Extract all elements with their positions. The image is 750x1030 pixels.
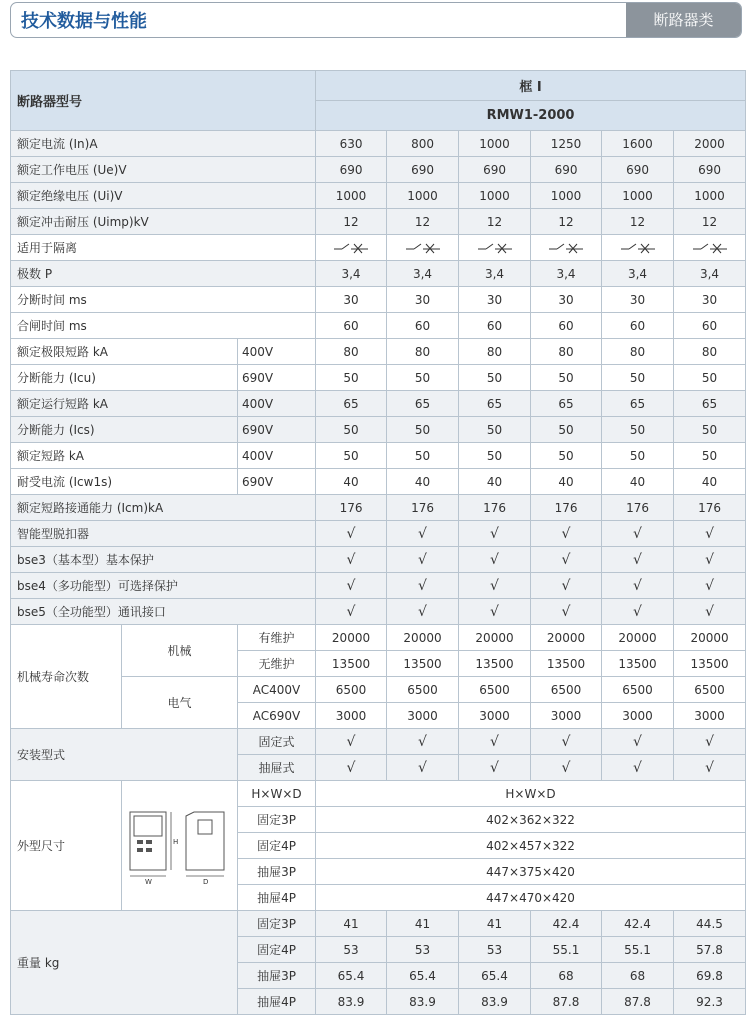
row-label: 额定运行短路 kA — [11, 391, 238, 417]
value-cell: 30 — [387, 287, 459, 313]
row-label: 额定极限短路 kA — [11, 339, 238, 365]
row-label: 耐受电流 (Icw1s) — [11, 469, 238, 495]
row-label: 适用于隔离 — [11, 235, 316, 261]
weight-label: 重量 kg — [11, 911, 238, 1015]
dim-type-label: 抽屉3P — [238, 859, 316, 885]
row-label: 智能型脱扣器 — [11, 521, 316, 547]
value-cell: 690 — [531, 157, 602, 183]
check-mark: √ — [674, 547, 746, 573]
value-cell: 50 — [531, 443, 602, 469]
voltage-label: 690V — [238, 417, 316, 443]
check-mark: √ — [674, 599, 746, 625]
table-row — [11, 261, 746, 287]
value-cell: 3000 — [531, 703, 602, 729]
value-cell: 6500 — [459, 677, 531, 703]
row-label: 额定电流 (In)A — [11, 131, 316, 157]
value-cell: 13500 — [602, 651, 674, 677]
value-cell: 13500 — [459, 651, 531, 677]
outline-drawing — [122, 781, 238, 911]
row-label: 分断能力 (Icu) — [11, 365, 238, 391]
value-cell: 80 — [674, 339, 746, 365]
value-cell: 3000 — [316, 703, 387, 729]
value-cell: 3,4 — [387, 261, 459, 287]
value-cell: 176 — [387, 495, 459, 521]
value-cell: 60 — [387, 313, 459, 339]
value-cell: 55.1 — [602, 937, 674, 963]
table-row — [11, 339, 746, 365]
value-cell: 690 — [387, 157, 459, 183]
value-cell: 3000 — [387, 703, 459, 729]
value-cell: 50 — [316, 443, 387, 469]
value-cell: 3000 — [674, 703, 746, 729]
value-cell: 6500 — [316, 677, 387, 703]
check-mark: √ — [459, 521, 531, 547]
check-mark: √ — [387, 573, 459, 599]
ac690-label: AC690V — [238, 703, 316, 729]
value-cell: 1000 — [459, 183, 531, 209]
value-cell: 41 — [387, 911, 459, 937]
isolator-symbol-icon — [478, 242, 512, 254]
value-cell: 53 — [459, 937, 531, 963]
table-row — [11, 209, 746, 235]
page-title: 技术数据与性能 — [21, 11, 147, 32]
value-cell: 60 — [459, 313, 531, 339]
dim-type-label: 固定3P — [238, 807, 316, 833]
value-cell: 50 — [316, 417, 387, 443]
elec-label: 电气 — [122, 677, 238, 729]
voltage-label: 690V — [238, 469, 316, 495]
value-cell: 40 — [316, 469, 387, 495]
check-mark: √ — [674, 729, 746, 755]
check-mark: √ — [602, 755, 674, 781]
row-label: 分断时间 ms — [11, 287, 316, 313]
value-cell: 30 — [531, 287, 602, 313]
weight-type-label: 固定4P — [238, 937, 316, 963]
value-cell: 20000 — [387, 625, 459, 651]
value-cell: 3,4 — [459, 261, 531, 287]
model-header: 断路器型号 — [11, 71, 316, 131]
row-label: bse3（基本型）基本保护 — [11, 547, 316, 573]
model-name: RMW1-2000 — [316, 101, 746, 131]
check-mark: √ — [316, 599, 387, 625]
value-cell: 176 — [674, 495, 746, 521]
drawout-label: 抽屉式 — [238, 755, 316, 781]
table-row — [11, 157, 746, 183]
value-cell: 80 — [459, 339, 531, 365]
value-cell: 20000 — [674, 625, 746, 651]
value-cell: 80 — [602, 339, 674, 365]
voltage-label: 400V — [238, 339, 316, 365]
check-mark: √ — [531, 599, 602, 625]
value-cell: 83.9 — [387, 989, 459, 1015]
value-cell: 65 — [531, 391, 602, 417]
value-cell: 42.4 — [602, 911, 674, 937]
value-cell: 41 — [316, 911, 387, 937]
check-mark: √ — [387, 729, 459, 755]
check-mark: √ — [531, 755, 602, 781]
isolation-symbol — [459, 235, 531, 261]
table-row — [11, 495, 746, 521]
rating-cell: 2000 — [674, 131, 746, 157]
isolation-symbol — [674, 235, 746, 261]
dim-value: 402×457×322 — [316, 833, 746, 859]
table-row — [11, 313, 746, 339]
hwd-value: H×W×D — [316, 781, 746, 807]
value-cell: 40 — [674, 469, 746, 495]
value-cell: 44.5 — [674, 911, 746, 937]
value-cell: 690 — [602, 157, 674, 183]
value-cell: 1000 — [531, 183, 602, 209]
value-cell: 3000 — [602, 703, 674, 729]
table-row — [11, 547, 746, 573]
value-cell: 12 — [387, 209, 459, 235]
value-cell: 176 — [602, 495, 674, 521]
value-cell: 6500 — [674, 677, 746, 703]
value-cell: 50 — [459, 417, 531, 443]
row-label: 额定绝缘电压 (Ui)V — [11, 183, 316, 209]
frame-header: 框 I — [316, 71, 746, 101]
value-cell: 6500 — [387, 677, 459, 703]
value-cell: 1000 — [387, 183, 459, 209]
row-label: 额定短路接通能力 (Icm)kA — [11, 495, 316, 521]
check-mark: √ — [316, 521, 387, 547]
value-cell: 50 — [387, 417, 459, 443]
check-mark: √ — [387, 755, 459, 781]
table-row — [11, 365, 746, 391]
check-mark: √ — [316, 547, 387, 573]
voltage-label: 400V — [238, 443, 316, 469]
page-header — [10, 2, 742, 38]
value-cell: 57.8 — [674, 937, 746, 963]
value-cell: 20000 — [531, 625, 602, 651]
value-cell: 60 — [316, 313, 387, 339]
row-label: 额定短路 kA — [11, 443, 238, 469]
ac400-label: AC400V — [238, 677, 316, 703]
value-cell: 68 — [602, 963, 674, 989]
value-cell: 50 — [316, 365, 387, 391]
table-row — [11, 781, 746, 807]
value-cell: 50 — [531, 365, 602, 391]
value-cell: 50 — [387, 443, 459, 469]
weight-type-label: 抽屉4P — [238, 989, 316, 1015]
check-mark: √ — [674, 755, 746, 781]
value-cell: 3000 — [459, 703, 531, 729]
value-cell: 40 — [387, 469, 459, 495]
value-cell: 50 — [674, 365, 746, 391]
value-cell: 12 — [602, 209, 674, 235]
check-mark: √ — [316, 573, 387, 599]
rating-cell: 630 — [316, 131, 387, 157]
table-row — [11, 677, 746, 703]
dim-value: 402×362×322 — [316, 807, 746, 833]
category-tab: 断路器类 — [626, 3, 741, 37]
value-cell: 1000 — [674, 183, 746, 209]
value-cell: 65 — [602, 391, 674, 417]
row-label: 额定工作电压 (Ue)V — [11, 157, 316, 183]
rating-cell: 1250 — [531, 131, 602, 157]
row-label: 额定冲击耐压 (Uimp)kV — [11, 209, 316, 235]
check-mark: √ — [459, 729, 531, 755]
isolator-symbol-icon — [621, 242, 655, 254]
value-cell: 50 — [602, 443, 674, 469]
spec-table — [10, 70, 746, 1015]
table-row — [11, 599, 746, 625]
value-cell: 3,4 — [316, 261, 387, 287]
value-cell: 176 — [531, 495, 602, 521]
value-cell: 41 — [459, 911, 531, 937]
value-cell: 80 — [531, 339, 602, 365]
value-cell: 55.1 — [531, 937, 602, 963]
table-row — [11, 287, 746, 313]
value-cell: 68 — [531, 963, 602, 989]
mech-label: 机械 — [122, 625, 238, 677]
value-cell: 50 — [459, 365, 531, 391]
value-cell: 176 — [459, 495, 531, 521]
value-cell: 65.4 — [316, 963, 387, 989]
fixed-label: 固定式 — [238, 729, 316, 755]
value-cell: 53 — [387, 937, 459, 963]
dim-type-label: 固定4P — [238, 833, 316, 859]
table-row — [11, 235, 746, 261]
value-cell: 690 — [459, 157, 531, 183]
value-cell: 30 — [674, 287, 746, 313]
value-cell: 12 — [531, 209, 602, 235]
d-letter: D — [202, 877, 208, 886]
value-cell: 50 — [387, 365, 459, 391]
value-cell: 60 — [674, 313, 746, 339]
value-cell: 30 — [602, 287, 674, 313]
value-cell: 50 — [602, 417, 674, 443]
check-mark: √ — [602, 729, 674, 755]
isolator-symbol-icon — [406, 242, 440, 254]
dim-type-label: 抽屉4P — [238, 885, 316, 911]
check-mark: √ — [602, 599, 674, 625]
row-label: 合闸时间 ms — [11, 313, 316, 339]
value-cell: 50 — [674, 443, 746, 469]
row-label: 极数 P — [11, 261, 316, 287]
table-row — [11, 417, 746, 443]
dims-label: 外型尺寸 — [11, 781, 122, 911]
value-cell: 20000 — [316, 625, 387, 651]
check-mark: √ — [531, 573, 602, 599]
check-mark: √ — [316, 755, 387, 781]
value-cell: 83.9 — [459, 989, 531, 1015]
check-mark: √ — [602, 547, 674, 573]
value-cell: 50 — [674, 417, 746, 443]
isolator-symbol-icon — [334, 242, 368, 254]
value-cell: 65 — [674, 391, 746, 417]
value-cell: 50 — [602, 365, 674, 391]
check-mark: √ — [674, 521, 746, 547]
voltage-label: 690V — [238, 365, 316, 391]
value-cell: 40 — [459, 469, 531, 495]
row-label: 分断能力 (Ics) — [11, 417, 238, 443]
value-cell: 65 — [316, 391, 387, 417]
value-cell: 50 — [459, 443, 531, 469]
check-mark: √ — [602, 521, 674, 547]
value-cell: 40 — [602, 469, 674, 495]
value-cell: 3,4 — [674, 261, 746, 287]
isolation-symbol — [602, 235, 674, 261]
h-letter: H — [172, 837, 178, 846]
check-mark: √ — [387, 521, 459, 547]
value-cell: 3,4 — [602, 261, 674, 287]
value-cell: 65 — [459, 391, 531, 417]
table-row — [11, 183, 746, 209]
check-mark: √ — [459, 755, 531, 781]
value-cell: 80 — [387, 339, 459, 365]
value-cell: 6500 — [602, 677, 674, 703]
check-mark: √ — [531, 729, 602, 755]
value-cell: 60 — [602, 313, 674, 339]
value-cell: 690 — [674, 157, 746, 183]
table-row — [11, 391, 746, 417]
nomaint-label: 无维护 — [238, 651, 316, 677]
check-mark: √ — [459, 599, 531, 625]
value-cell: 176 — [316, 495, 387, 521]
value-cell: 83.9 — [316, 989, 387, 1015]
value-cell: 20000 — [602, 625, 674, 651]
value-cell: 12 — [316, 209, 387, 235]
value-cell: 60 — [531, 313, 602, 339]
check-mark: √ — [674, 573, 746, 599]
weight-type-label: 固定3P — [238, 911, 316, 937]
value-cell: 65.4 — [459, 963, 531, 989]
isolator-symbol-icon — [693, 242, 727, 254]
check-mark: √ — [459, 547, 531, 573]
value-cell: 30 — [316, 287, 387, 313]
dim-value: 447×470×420 — [316, 885, 746, 911]
check-mark: √ — [531, 521, 602, 547]
row-label: bse5（全功能型）通讯接口 — [11, 599, 316, 625]
rating-cell: 800 — [387, 131, 459, 157]
value-cell: 65 — [387, 391, 459, 417]
row-label: bse4（多功能型）可选择保护 — [11, 573, 316, 599]
w-letter: W — [144, 877, 152, 886]
value-cell: 3,4 — [531, 261, 602, 287]
value-cell: 50 — [531, 417, 602, 443]
value-cell: 1000 — [602, 183, 674, 209]
check-mark: √ — [316, 729, 387, 755]
value-cell: 1000 — [316, 183, 387, 209]
dim-value: 447×375×420 — [316, 859, 746, 885]
voltage-label: 400V — [238, 391, 316, 417]
value-cell: 12 — [459, 209, 531, 235]
isolator-symbol-icon — [549, 242, 583, 254]
check-mark: √ — [459, 573, 531, 599]
isolation-symbol — [387, 235, 459, 261]
rating-cell: 1600 — [602, 131, 674, 157]
table-row — [11, 521, 746, 547]
value-cell: 87.8 — [602, 989, 674, 1015]
life-label: 机械寿命次数 — [11, 625, 122, 729]
value-cell: 13500 — [387, 651, 459, 677]
value-cell: 87.8 — [531, 989, 602, 1015]
value-cell: 53 — [316, 937, 387, 963]
value-cell: 20000 — [459, 625, 531, 651]
value-cell: 69.8 — [674, 963, 746, 989]
value-cell: 80 — [316, 339, 387, 365]
install-label: 安装型式 — [11, 729, 238, 781]
check-mark: √ — [387, 599, 459, 625]
value-cell: 6500 — [531, 677, 602, 703]
table-row — [11, 469, 746, 495]
breaker-outline-drawing — [124, 806, 236, 886]
table-row — [11, 625, 746, 651]
hwd-label: H×W×D — [238, 781, 316, 807]
rating-cell: 1000 — [459, 131, 531, 157]
table-row — [11, 131, 746, 157]
table-row — [11, 443, 746, 469]
value-cell: 12 — [674, 209, 746, 235]
isolation-symbol — [316, 235, 387, 261]
value-cell: 92.3 — [674, 989, 746, 1015]
check-mark: √ — [602, 573, 674, 599]
value-cell: 690 — [316, 157, 387, 183]
value-cell: 13500 — [674, 651, 746, 677]
value-cell: 65.4 — [387, 963, 459, 989]
value-cell: 40 — [531, 469, 602, 495]
check-mark: √ — [531, 547, 602, 573]
value-cell: 13500 — [531, 651, 602, 677]
table-row — [11, 911, 746, 937]
value-cell: 42.4 — [531, 911, 602, 937]
value-cell: 13500 — [316, 651, 387, 677]
weight-type-label: 抽屉3P — [238, 963, 316, 989]
check-mark: √ — [387, 547, 459, 573]
value-cell: 30 — [459, 287, 531, 313]
maint-label: 有维护 — [238, 625, 316, 651]
table-row — [11, 729, 746, 755]
isolation-symbol — [531, 235, 602, 261]
table-row — [11, 573, 746, 599]
